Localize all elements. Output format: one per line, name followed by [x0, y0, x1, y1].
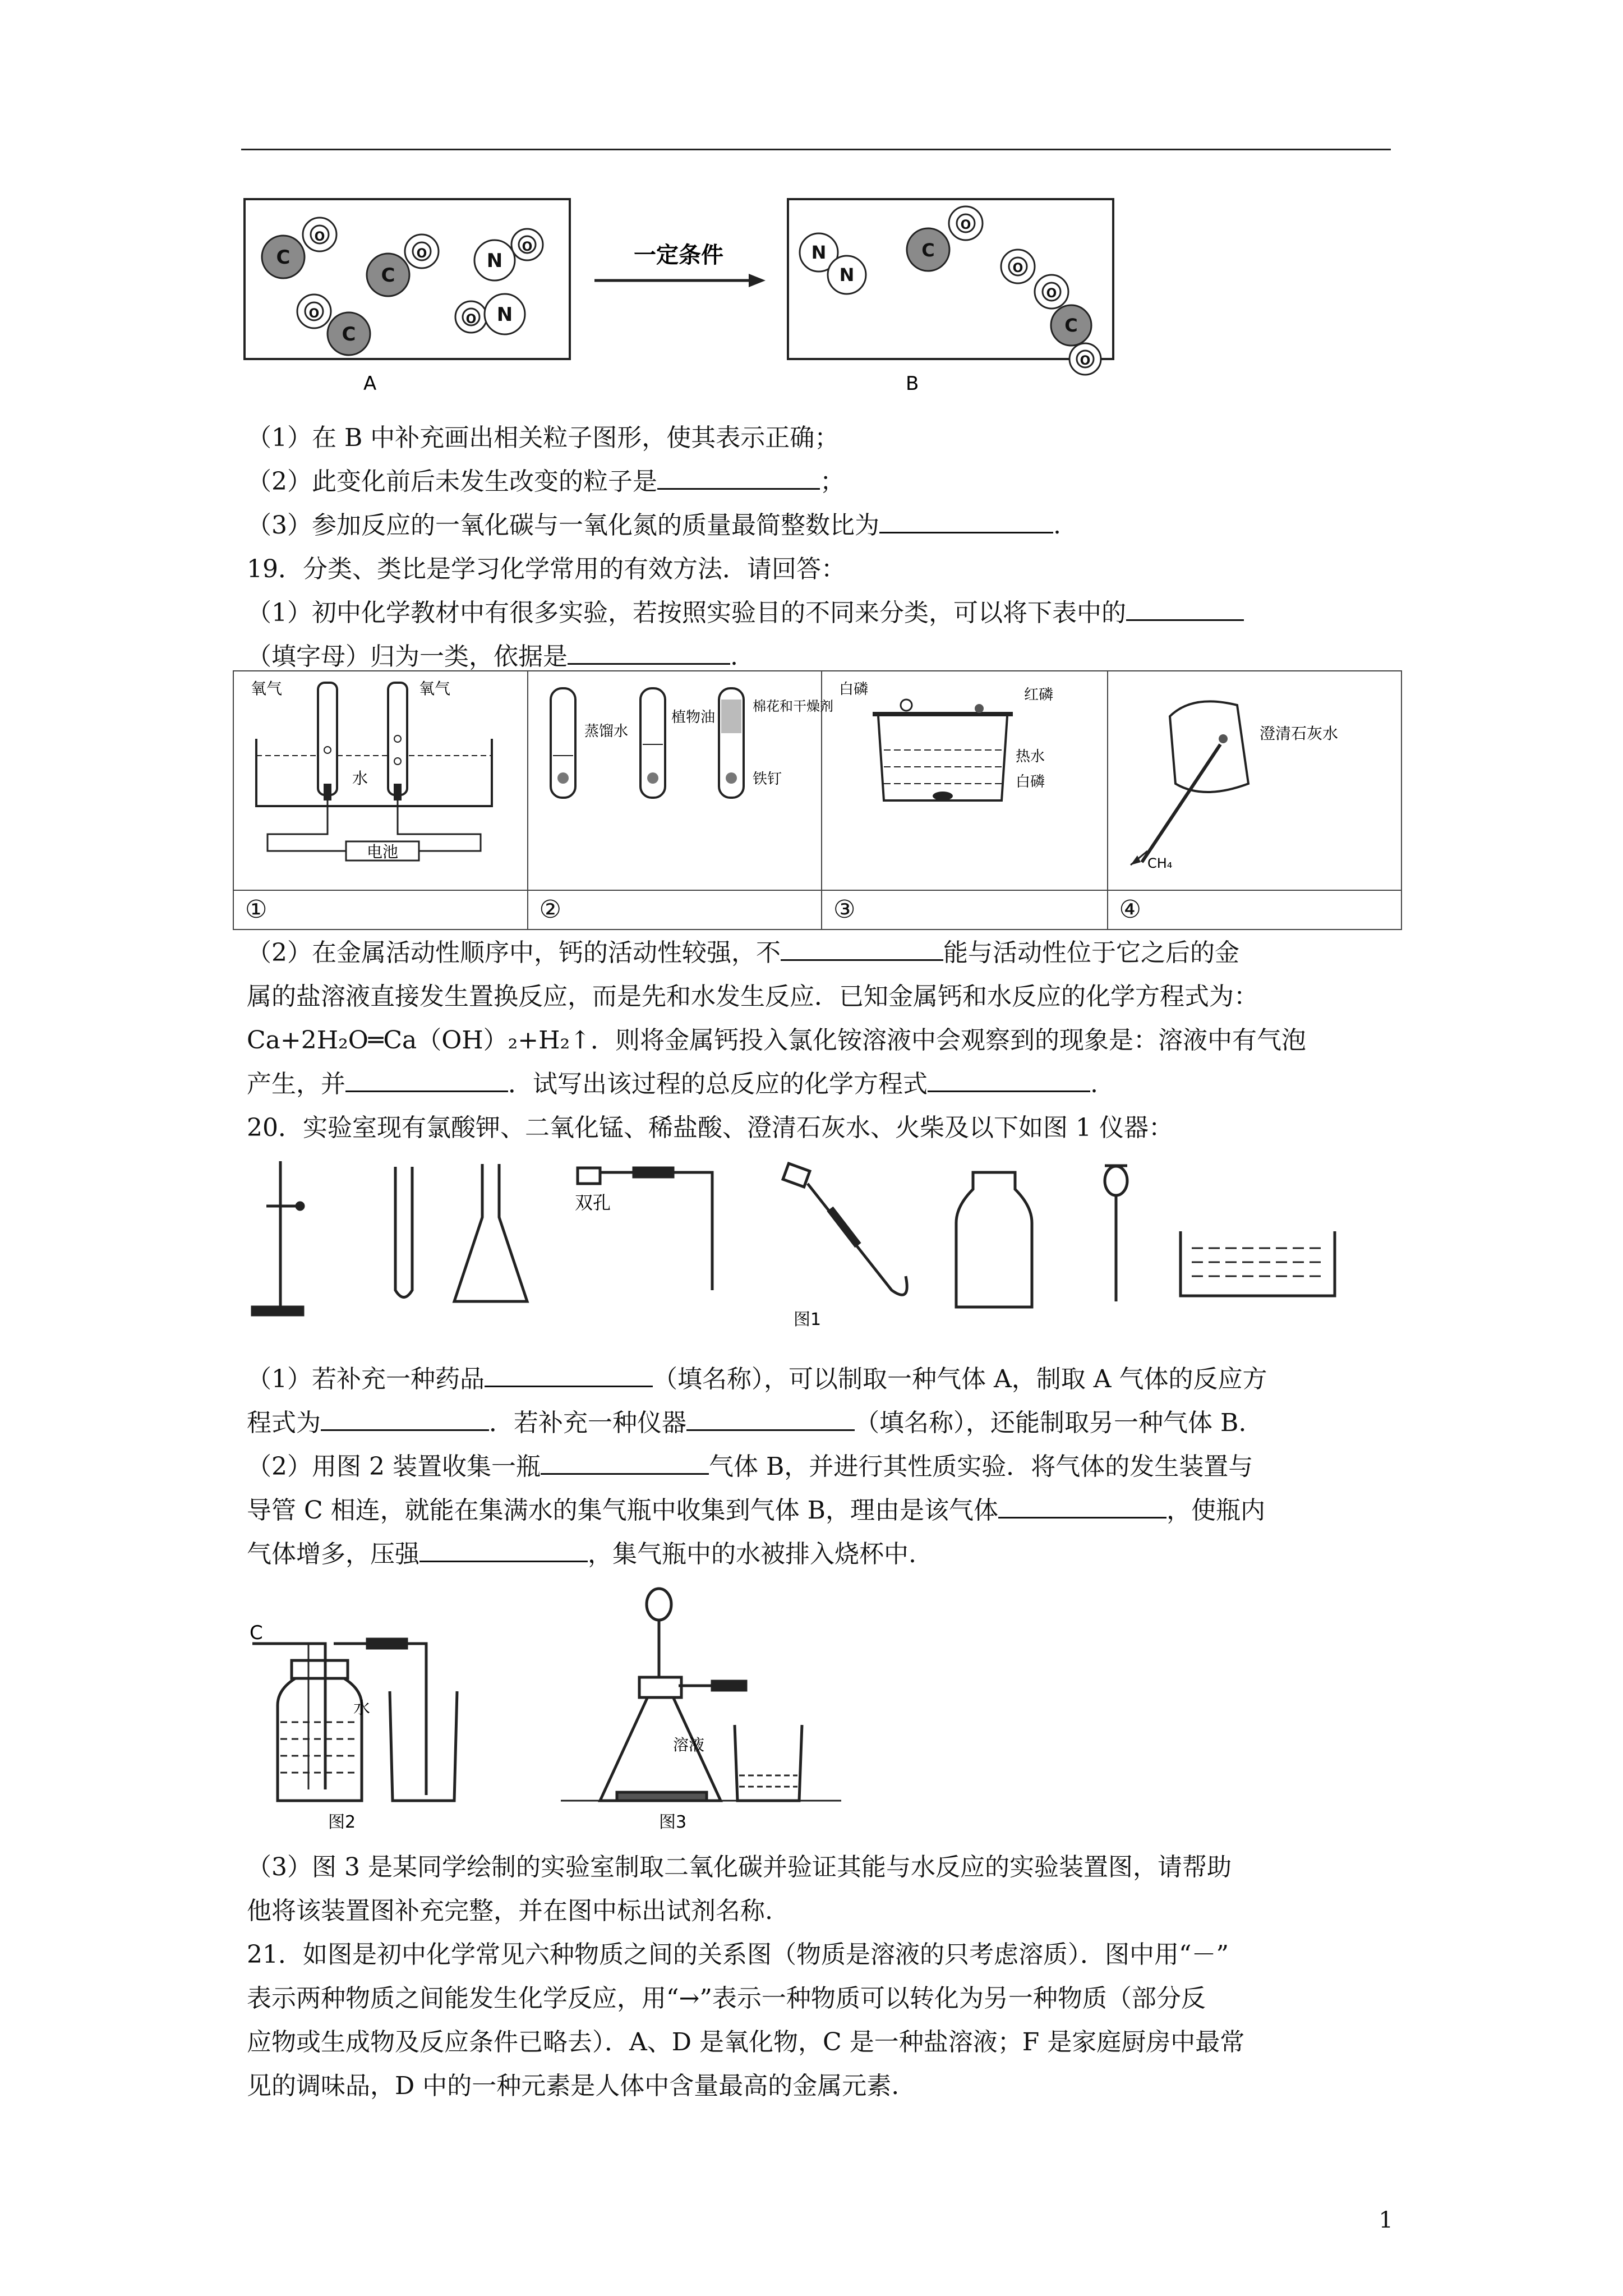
q21-line1: 21．如图是初中化学常见六种物质之间的关系图（物质是溶液的只考虑溶质）．图中用“－”: [247, 1940, 1229, 1969]
answer-blank[interactable]: [879, 509, 1053, 533]
test-tube: [395, 1167, 412, 1297]
combustion-diagram: [822, 671, 1105, 887]
svg-text:热水: 热水: [1016, 748, 1045, 765]
svg-text:O: O: [1012, 261, 1023, 275]
q20-part3-line1: （3）图 3 是某同学绘制的实验室制取二氧化碳并验证其能与水反应的实验装置图，请帮助: [247, 1853, 1232, 1881]
svg-text:双孔: 双孔: [575, 1192, 611, 1213]
svg-text:O: O: [416, 247, 427, 261]
svg-text:CH₄: CH₄: [1147, 855, 1172, 871]
svg-text:N: N: [811, 242, 827, 263]
svg-text:蒸馏水: 蒸馏水: [584, 723, 628, 740]
experiment-number: ③: [822, 890, 1108, 930]
experiment-1-cell: [233, 671, 528, 890]
methane-combustion-diagram: [1108, 671, 1400, 887]
q20-part2-line1: （2）用图 2 装置收集一瓶 气体 B，并进行其性质实验．将气体的发生装置与: [247, 1445, 1253, 1489]
experiment-number: ②: [528, 890, 822, 930]
experiment-number: ④: [1108, 890, 1402, 930]
label-b: B: [906, 372, 919, 395]
svg-text:O: O: [1046, 287, 1057, 301]
svg-text:棉花和干燥剂: 棉花和干燥剂: [752, 698, 833, 714]
q19-part2-line1: （2）在金属活动性顺序中，钙的活动性较强，不 能与活动性位于它之后的金: [247, 931, 1239, 975]
q21-line4: 见的调味品，D 中的一种元素是人体中含量最高的金属元素.: [247, 2072, 900, 2100]
q20-part2-line3: 气体增多，压强 ，集气瓶中的水被排入烧杯中.: [247, 1533, 916, 1576]
svg-text:C: C: [276, 246, 291, 269]
svg-text:O: O: [522, 240, 533, 254]
svg-text:白磷: 白磷: [1016, 774, 1045, 790]
q19-part2-line3: Ca+2H₂O═Ca（OH）₂+H₂↑．则将金属钙投入氯化铵溶液中会观察到的现象是：溶液中有气泡: [247, 1026, 1307, 1055]
svg-text:白磷: 白磷: [839, 681, 869, 698]
svg-text:C: C: [1064, 315, 1078, 336]
answer-blank[interactable]: [998, 1494, 1166, 1519]
q20-part1-line1: （1）若补充一种药品 （填名称），可以制取一种气体 A，制取 A 气体的反应方: [247, 1358, 1267, 1401]
label-a: A: [363, 372, 377, 395]
svg-text:图3: 图3: [659, 1812, 687, 1832]
answer-blank[interactable]: [657, 466, 820, 490]
answer-blank[interactable]: [928, 1068, 1090, 1092]
svg-text:C: C: [342, 323, 356, 346]
q20-part1-line2: 程式为 ．若补充一种仪器 （填名称），还能制取另一种气体 B.: [247, 1401, 1246, 1445]
answer-blank[interactable]: [485, 1363, 653, 1387]
svg-text:O: O: [308, 307, 320, 321]
svg-text:氧气: 氧气: [251, 679, 283, 698]
svg-text:N: N: [496, 303, 513, 326]
svg-text:图2: 图2: [328, 1812, 356, 1832]
arrow-label: 一定条件: [634, 242, 723, 268]
svg-text:C: C: [381, 264, 395, 287]
experiment-table: [233, 670, 1402, 930]
q20-part2-line2: 导管 C 相连，就能在集满水的集气瓶中收集到气体 B，理由是该气体 ，使瓶内: [247, 1489, 1265, 1533]
q19-part1-line1: （1）初中化学教材中有很多实验，若按照实验目的不同来分类，可以将下表中的: [247, 591, 1244, 635]
figure-1-caption: 图1: [794, 1310, 822, 1329]
answer-blank[interactable]: [345, 1068, 508, 1092]
answer-blank[interactable]: [541, 1451, 709, 1475]
q18-part2: （2）此变化前后未发生改变的粒子是 ；: [247, 460, 845, 504]
svg-text:电池: 电池: [366, 843, 399, 861]
svg-text:N: N: [486, 250, 503, 272]
q19-part2-line4: 产生，并 ．试写出该过程的总反应的化学方程式 .: [247, 1062, 1098, 1106]
svg-text:O: O: [1080, 354, 1091, 368]
q18-part3: （3）参加反应的一氧化碳与一氧化氮的质量最简整数比为 .: [247, 504, 1061, 547]
svg-text:澄清石灰水: 澄清石灰水: [1259, 724, 1338, 743]
svg-text:N: N: [839, 264, 855, 286]
svg-text:溶液: 溶液: [673, 1736, 705, 1754]
particle-reaction-figure: [241, 196, 1122, 401]
q20-part3-line2: 他将该装置图补充完整，并在图中标出试剂名称.: [247, 1897, 773, 1925]
svg-text:铁钉: 铁钉: [752, 771, 782, 788]
svg-text:O: O: [314, 230, 325, 244]
q18-part1: （1）在 B 中补充画出相关粒子图形，使其表示正确；: [247, 424, 840, 452]
answer-blank[interactable]: [321, 1407, 489, 1431]
svg-text:氧气: 氧气: [419, 679, 451, 698]
svg-text:C: C: [250, 1622, 263, 1644]
answer-blank[interactable]: [686, 1407, 855, 1431]
svg-text:红磷: 红磷: [1024, 687, 1054, 703]
q19-part2-line2: 属的盐溶液直接发生置换反应，而是先和水发生反应．已知金属钙和水反应的化学方程式为：: [247, 982, 1258, 1011]
experiment-3-cell: [822, 671, 1108, 890]
q21-line2: 表示两种物质之间能发生化学反应，用“→”表示一种物质可以转化为另一种物质（部分反: [247, 1984, 1206, 2013]
header-rule: [241, 149, 1391, 150]
iron-rust-diagram: [528, 671, 833, 887]
figure-2-3-apparatus: [247, 1576, 869, 1837]
svg-text:O: O: [960, 218, 971, 232]
q19-title: 19．分类、类比是学习化学常用的有效方法．请回答：: [247, 555, 846, 583]
experiment-number: ①: [233, 890, 528, 930]
answer-blank[interactable]: [1126, 597, 1244, 621]
q19-part1-line2: （填字母）归为一类，依据是 .: [247, 635, 738, 679]
svg-text:植物油: 植物油: [671, 709, 715, 726]
q21-line3: 应物或生成物及反应条件已略去）．A、D 是氧化物，C 是一种盐溶液；F 是家庭厨房中最常: [247, 2028, 1245, 2056]
svg-text:O: O: [465, 312, 477, 326]
answer-blank[interactable]: [781, 937, 943, 961]
q20-title: 20．实验室现有氯酸钾、二氧化锰、稀盐酸、澄清石灰水、火柴及以下如图 1 仪器：: [247, 1114, 1173, 1142]
svg-text:水: 水: [352, 769, 368, 788]
svg-text:C: C: [921, 240, 935, 261]
answer-blank[interactable]: [419, 1538, 588, 1562]
answer-blank[interactable]: [568, 641, 730, 665]
experiment-4-cell: [1108, 671, 1402, 890]
experiment-2-cell: [528, 671, 833, 890]
figure-1-apparatus: [247, 1150, 1346, 1335]
page-number: 1: [1378, 2207, 1393, 2233]
svg-text:水: 水: [353, 1699, 370, 1718]
electrolysis-diagram: [234, 671, 525, 887]
